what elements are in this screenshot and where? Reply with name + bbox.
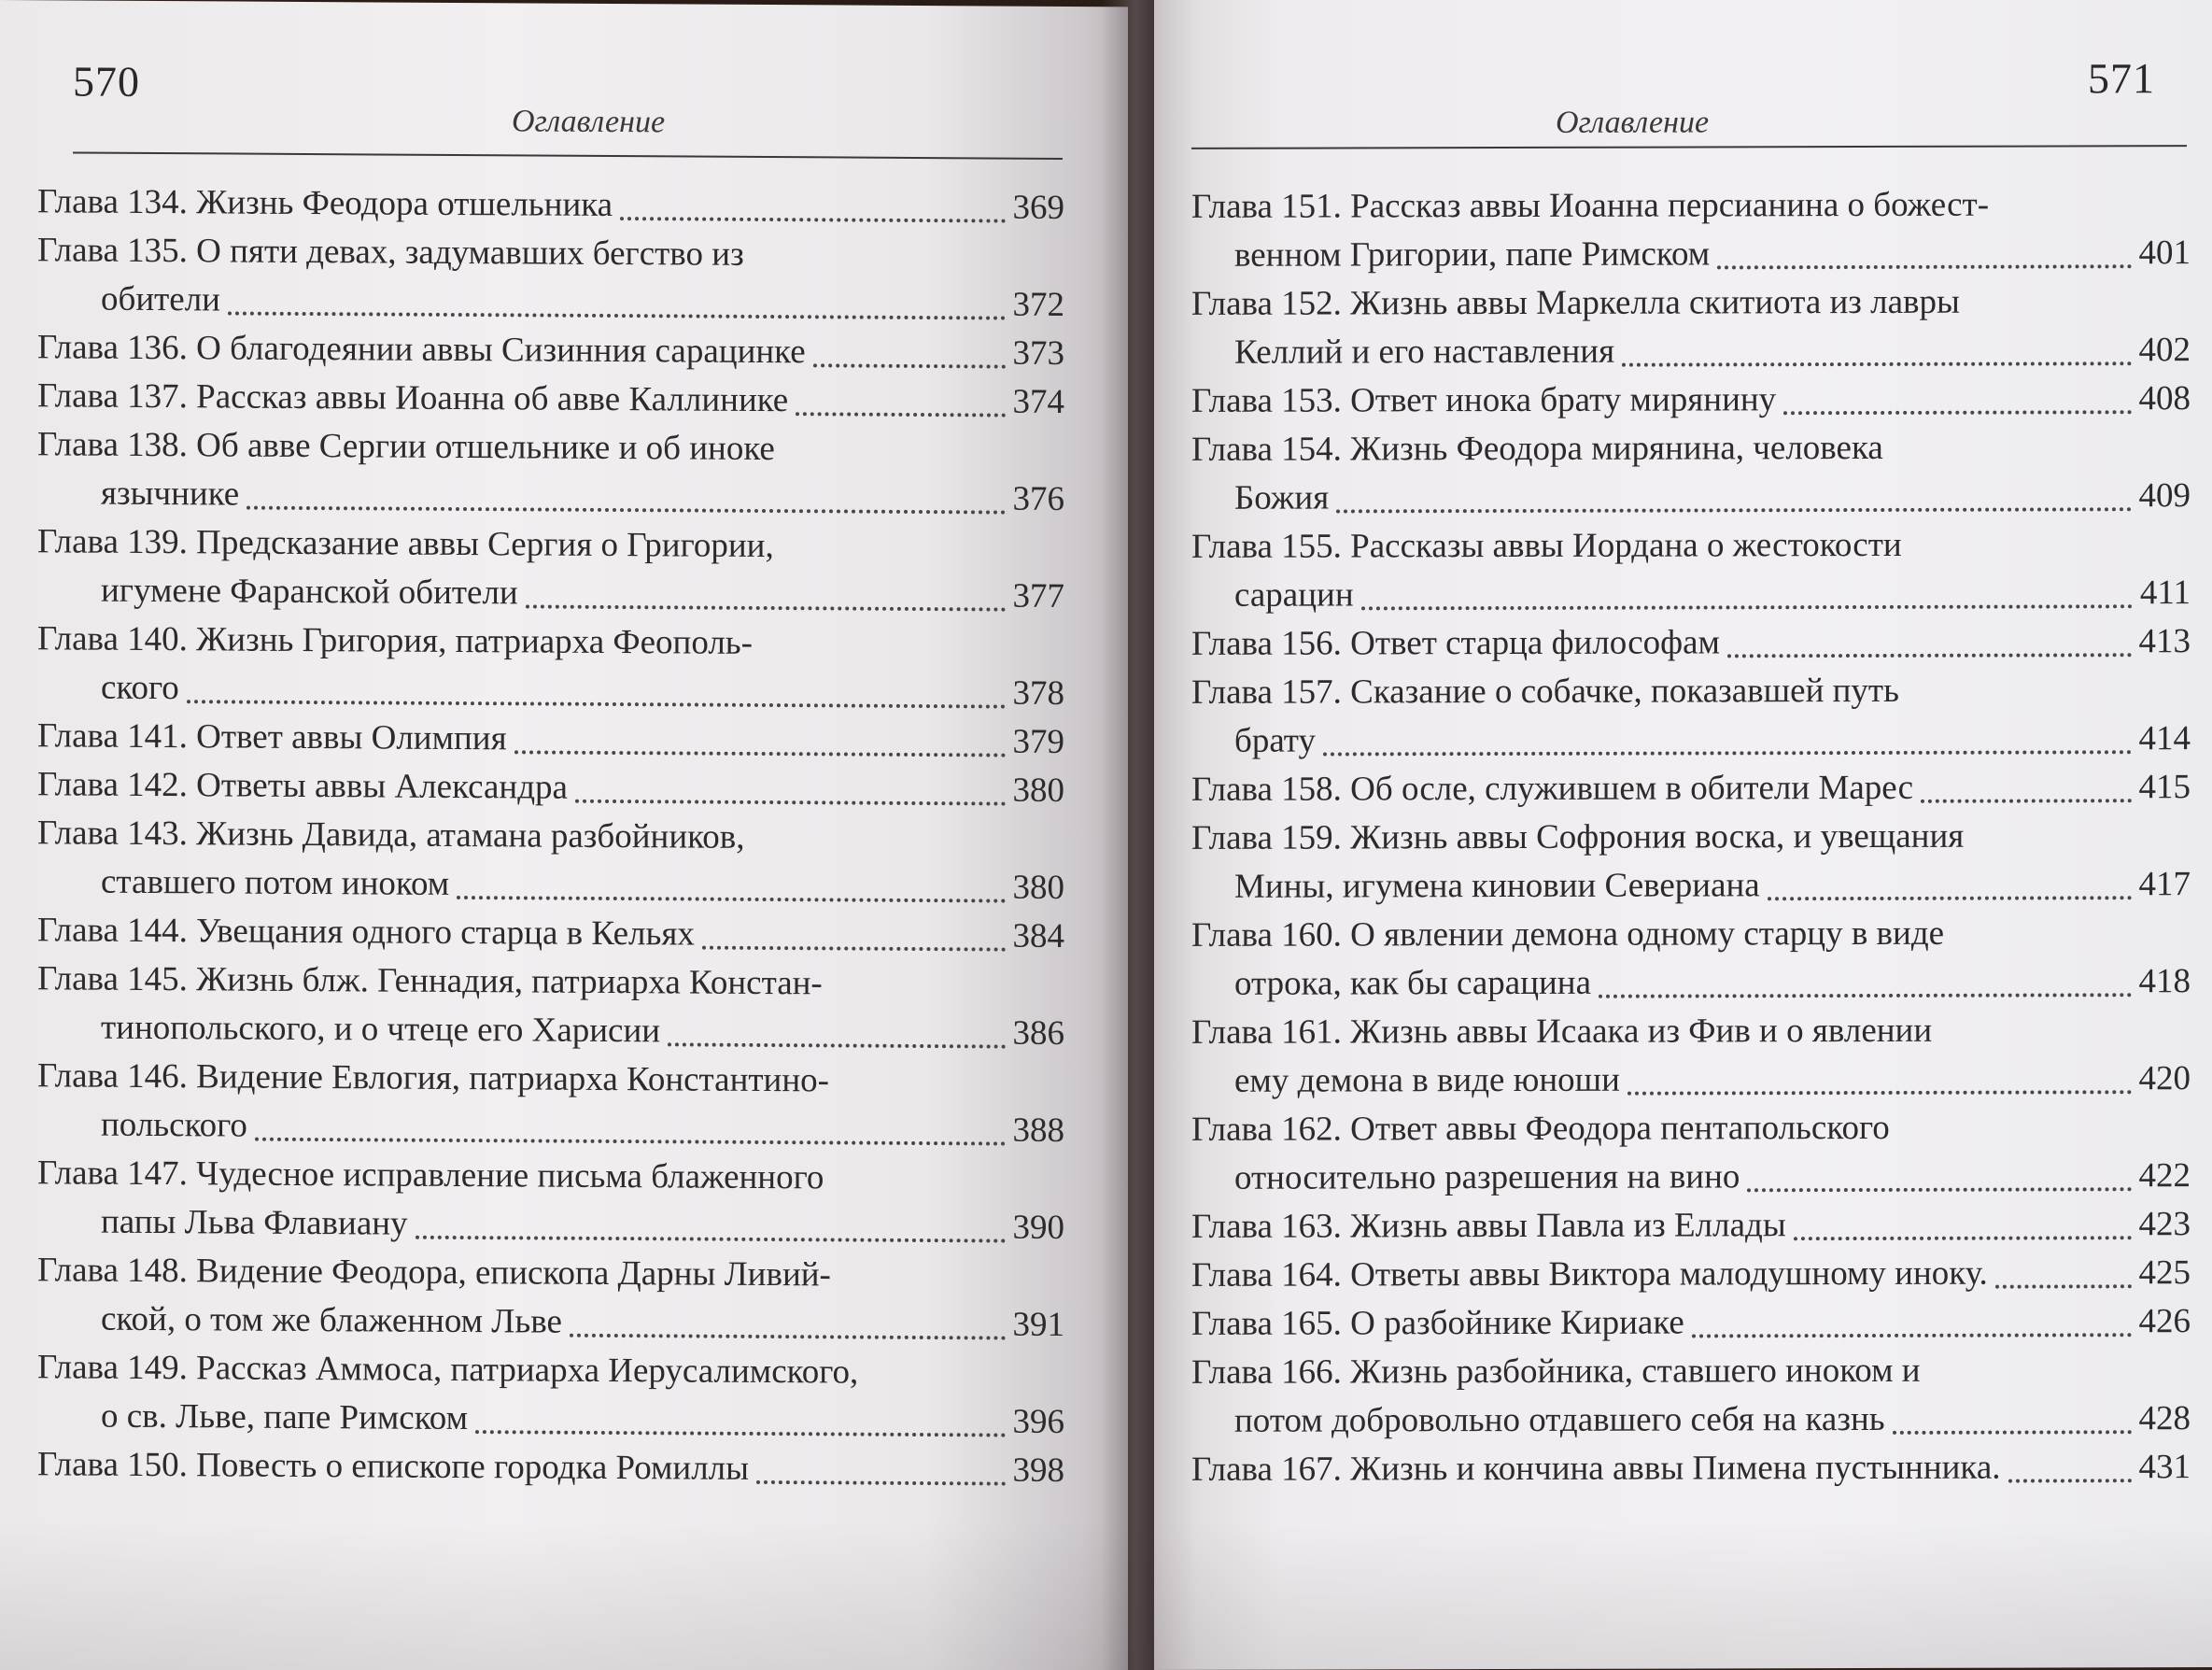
toc-entry-line xyxy=(1191,1006,2191,1057)
toc-page-number: 418 xyxy=(2138,962,2191,1001)
toc-entry-line xyxy=(1191,1394,2191,1446)
toc-entry-title: тинопольского, и о чтеце его Харисии xyxy=(101,1008,661,1051)
toc-entry-line xyxy=(1191,1103,2191,1154)
left-running-head: Оглавление xyxy=(512,104,666,140)
toc-entry-title: Глава 152. Жизнь аввы Маркелла скитиота из лавры xyxy=(1191,282,1960,323)
toc-entry-title: ставшего потом иноком xyxy=(101,862,450,903)
toc-entry-title: брату xyxy=(1234,721,1316,760)
toc-entry-title: Глава 141. Ответ аввы Олимпия xyxy=(37,716,507,758)
toc-leader-dots xyxy=(1622,361,2131,366)
toc-page-number: 398 xyxy=(1012,1451,1064,1490)
toc-entry-line xyxy=(37,469,1064,524)
toc-entry-title: Глава 144. Увещания одного старца в Кельях xyxy=(37,911,695,954)
toc-entry-title: Глава 158. Об осле, служившем в обители Марес xyxy=(1191,768,1914,809)
toc-page-number: 415 xyxy=(2138,768,2191,807)
right-running-head: Оглавление xyxy=(1556,105,1710,140)
toc-entry-title: обители xyxy=(101,279,220,319)
left-header-rule xyxy=(73,151,1063,159)
toc-entry-title: Глава 148. Видение Феодора, епископа Дарны Ливий- xyxy=(37,1251,831,1295)
toc-entry-line xyxy=(37,323,1064,378)
toc-leader-dots xyxy=(1747,1187,2131,1192)
toc-entry-title: Глава 160. О явлении демона одному старцу в виде xyxy=(1191,913,1945,955)
toc-entry-line xyxy=(37,566,1064,621)
toc-leader-dots xyxy=(1893,1430,2132,1435)
toc-entry-title: Глава 162. Ответ аввы Феодора пентапольского xyxy=(1191,1108,1890,1149)
toc-entry-line xyxy=(1191,569,2191,620)
toc-entry-title: относительно разрешения на вино xyxy=(1234,1157,1740,1197)
toc-entry-line xyxy=(1191,860,2191,912)
toc-entry-line xyxy=(37,1149,1064,1204)
toc-entry-line xyxy=(1191,1152,2191,1203)
toc-page-number: 391 xyxy=(1012,1305,1064,1344)
toc-entry-line xyxy=(37,226,1064,281)
toc-entry-title: Глава 161. Жизнь аввы Исаака из Фив и о явлении xyxy=(1191,1011,1933,1052)
toc-entry-line xyxy=(37,809,1064,864)
toc-page-number: 417 xyxy=(2138,865,2191,904)
toc-leader-dots xyxy=(1323,750,2132,756)
right-header-rule xyxy=(1191,145,2187,149)
toc-entry-title: Глава 165. О разбойнике Кириаке xyxy=(1191,1303,1684,1343)
toc-leader-dots xyxy=(187,700,1006,708)
toc-entry-line xyxy=(1191,957,2191,1009)
toc-entry-title: Божия xyxy=(1234,478,1330,517)
toc-entry-title: Келлий и его наставления xyxy=(1234,332,1615,372)
toc-entry-line xyxy=(37,663,1064,718)
toc-entry-line xyxy=(37,420,1064,475)
toc-entry-title: Глава 140. Жизнь Григория, патриарха Феополь- xyxy=(37,619,753,662)
toc-leader-dots xyxy=(1921,799,2131,803)
toc-entry-line xyxy=(37,1295,1064,1350)
toc-entry-title: о св. Льве, папе Римском xyxy=(101,1396,469,1438)
toc-leader-dots xyxy=(475,1430,1005,1436)
toc-entry-line xyxy=(37,1343,1064,1398)
toc-entry-line xyxy=(1191,1346,2191,1397)
toc-leader-dots xyxy=(813,363,1006,368)
toc-leader-dots xyxy=(796,412,1005,417)
toc-leader-dots xyxy=(1627,1090,2132,1095)
toc-entry-title: Глава 139. Предсказание аввы Сергия о Григории, xyxy=(37,522,774,566)
toc-page-number: 373 xyxy=(1012,333,1064,373)
toc-entry-line xyxy=(1191,715,2191,766)
toc-page-number: 372 xyxy=(1012,285,1064,324)
toc-leader-dots xyxy=(2008,1479,2132,1482)
toc-entry-line xyxy=(1191,909,2191,960)
toc-entry-line xyxy=(37,1392,1064,1447)
toc-entry-title: Глава 151. Рассказ аввы Иоанна персианина о божест- xyxy=(1191,185,1990,226)
toc-page-number: 386 xyxy=(1012,1013,1064,1053)
toc-page-number: 396 xyxy=(1012,1402,1064,1441)
toc-entry-line xyxy=(37,955,1064,1010)
toc-entry-line xyxy=(37,177,1064,233)
toc-entry-title: Глава 153. Ответ инока брату мирянину xyxy=(1191,380,1777,420)
toc-entry-line xyxy=(1191,520,2191,572)
toc-page-number: 414 xyxy=(2138,719,2191,758)
toc-entry-title: венном Григории, папе Римском xyxy=(1234,234,1711,275)
toc-leader-dots xyxy=(668,1042,1005,1048)
toc-page-number: 369 xyxy=(1012,188,1064,227)
toc-entry-title: Глава 156. Ответ старца философам xyxy=(1191,623,1720,663)
toc-page-number: 379 xyxy=(1012,722,1064,761)
toc-leader-dots xyxy=(247,506,1005,515)
toc-entry-title: язычнике xyxy=(101,474,240,514)
toc-entry-title: Глава 134. Жизнь Феодора отшельника xyxy=(37,182,613,225)
toc-entry-title: Глава 138. Об авве Сергии отшельнике и об иноке xyxy=(37,425,775,469)
toc-entry-line xyxy=(37,517,1064,573)
toc-entry-title: Глава 157. Сказание о собачке, показавшей путь xyxy=(1191,671,1899,712)
toc-entry-title: Глава 137. Рассказ аввы Иоанна об авве Каллинике xyxy=(37,376,789,420)
toc-entry-line xyxy=(1191,375,2191,426)
toc-entry-line xyxy=(1191,229,2191,280)
toc-leader-dots xyxy=(1794,1236,2132,1240)
toc-page-number: 402 xyxy=(2138,331,2191,370)
toc-entry-line xyxy=(37,1197,1064,1252)
toc-entry-line xyxy=(37,712,1064,767)
toc-entry-title: ской, о том же блаженном Льве xyxy=(101,1299,562,1341)
toc-entry-title: сарацин xyxy=(1234,575,1354,615)
right-toc-list xyxy=(1191,180,2191,1494)
toc-leader-dots xyxy=(255,1138,1006,1146)
toc-page-number: 388 xyxy=(1012,1111,1064,1150)
toc-leader-dots xyxy=(1336,507,2131,513)
toc-entry-title: Глава 142. Ответы аввы Александра xyxy=(37,765,568,807)
toc-leader-dots xyxy=(526,604,1006,611)
toc-entry-line xyxy=(1191,423,2191,474)
toc-leader-dots xyxy=(1717,264,2131,269)
toc-page-number: 401 xyxy=(2138,234,2191,273)
toc-entry-title: Глава 167. Жизнь и кончина аввы Пимена пустынника. xyxy=(1191,1448,2001,1489)
toc-entry-title: польского xyxy=(101,1105,247,1145)
toc-entry-line xyxy=(37,615,1064,670)
toc-entry-title: Глава 147. Чудесное исправление письма блаженного xyxy=(37,1153,824,1197)
toc-entry-line xyxy=(1191,326,2191,377)
toc-entry-title: Глава 145. Жизнь блж. Геннадия, патриарха Констан- xyxy=(37,959,823,1003)
toc-entry-line xyxy=(1191,617,2191,669)
left-page-number: 570 xyxy=(73,57,140,106)
toc-page-number: 380 xyxy=(1012,771,1064,810)
toc-leader-dots xyxy=(702,946,1006,952)
toc-entry-title: Мины, игумена киновии Севериана xyxy=(1234,866,1760,906)
toc-leader-dots xyxy=(1768,896,2132,900)
toc-page-number: 426 xyxy=(2138,1302,2191,1341)
toc-entry-line xyxy=(1191,666,2191,717)
toc-leader-dots xyxy=(620,217,1005,223)
toc-leader-dots xyxy=(570,1334,1006,1340)
toc-leader-dots xyxy=(756,1480,1005,1486)
toc-page-number: 422 xyxy=(2138,1156,2191,1196)
toc-page-number: 380 xyxy=(1012,868,1064,907)
toc-entry-line xyxy=(1191,1200,2191,1252)
toc-leader-dots xyxy=(1995,1284,2132,1288)
toc-entry-title: ему демона в виде юноши xyxy=(1234,1060,1620,1100)
toc-entry-title: Глава 166. Жизнь разбойника, ставшего иноком и xyxy=(1191,1351,1921,1392)
toc-entry-title: игумене Фаранской обители xyxy=(101,571,518,613)
toc-page-number: 431 xyxy=(2138,1448,2191,1487)
toc-leader-dots xyxy=(575,800,1006,806)
toc-entry-line xyxy=(1191,1054,2191,1106)
toc-entry-title: Глава 136. О благодеянии аввы Сизинния сарацинке xyxy=(37,328,806,372)
toc-page-number: 384 xyxy=(1012,916,1064,955)
toc-entry-title: Глава 150. Повесть о епископе городка Ромиллы xyxy=(37,1445,750,1488)
left-toc-list xyxy=(37,177,1064,1495)
toc-entry-line xyxy=(37,1100,1064,1155)
right-page xyxy=(1154,0,2212,1670)
toc-entry-line xyxy=(37,1440,1064,1495)
toc-entry-line xyxy=(1191,180,2191,232)
toc-entry-title: Глава 143. Жизнь Давида, атамана разбойников, xyxy=(37,814,745,856)
toc-entry-title: отрока, как бы сарацина xyxy=(1234,963,1592,1003)
toc-entry-line xyxy=(37,906,1064,961)
toc-entry-line xyxy=(1191,1297,2191,1349)
toc-entry-line xyxy=(37,275,1064,330)
toc-page-number: 408 xyxy=(2138,379,2191,418)
toc-page-number: 428 xyxy=(2138,1399,2191,1438)
toc-entry-title: Глава 135. О пяти девах, задумавших бегство из xyxy=(37,231,744,274)
toc-entry-line xyxy=(1191,472,2191,523)
toc-page-number: 377 xyxy=(1012,576,1064,616)
right-page-number: 571 xyxy=(2088,54,2155,103)
toc-leader-dots xyxy=(228,311,1006,319)
toc-entry-line xyxy=(1191,1249,2191,1300)
toc-entry-line xyxy=(1191,277,2191,329)
toc-entry-title: Глава 146. Видение Евлогия, патриарха Константино- xyxy=(37,1056,829,1100)
toc-page-number: 420 xyxy=(2138,1059,2191,1098)
toc-page-number: 425 xyxy=(2138,1253,2191,1293)
toc-entry-line xyxy=(37,1052,1064,1107)
toc-leader-dots xyxy=(514,750,1006,757)
toc-entry-title: Глава 155. Рассказы аввы Иордана о жестокости xyxy=(1191,525,1902,566)
toc-entry-line xyxy=(37,1246,1064,1301)
toc-entry-line xyxy=(37,857,1064,913)
toc-page-number: 411 xyxy=(2139,573,2191,613)
toc-page-number: 376 xyxy=(1012,479,1064,518)
toc-entry-title: Глава 164. Ответы аввы Виктора малодушному иноку. xyxy=(1191,1253,1988,1295)
toc-entry-title: ского xyxy=(101,668,179,708)
toc-entry-line xyxy=(1191,763,2191,814)
toc-entry-line xyxy=(1191,812,2191,863)
toc-entry-title: Глава 149. Рассказ Аммоса, патриарха Иерусалимского, xyxy=(37,1348,859,1392)
toc-leader-dots xyxy=(416,1236,1006,1243)
toc-entry-line xyxy=(37,1003,1064,1058)
toc-leader-dots xyxy=(1361,604,2133,610)
toc-leader-dots xyxy=(457,896,1005,903)
toc-page-number: 423 xyxy=(2138,1205,2191,1244)
toc-page-number: 378 xyxy=(1012,673,1064,713)
toc-page-number: 390 xyxy=(1012,1208,1064,1247)
toc-entry-line xyxy=(37,760,1064,815)
toc-leader-dots xyxy=(1692,1333,2132,1337)
toc-entry-title: папы Льва Флавиану xyxy=(101,1202,408,1243)
toc-entry-title: потом добровольно отдавшего себя на казнь xyxy=(1234,1399,1885,1440)
toc-entry-title: Глава 159. Жизнь аввы Софрония воска, и увещания xyxy=(1191,816,1965,857)
toc-leader-dots xyxy=(1727,653,2132,658)
toc-entry-title: Глава 163. Жизнь аввы Павла из Еллады xyxy=(1191,1206,1786,1246)
toc-page-number: 374 xyxy=(1012,382,1064,421)
toc-entry-line xyxy=(1191,1443,2191,1494)
toc-leader-dots xyxy=(1599,993,2131,998)
toc-entry-title: Глава 154. Жизнь Феодора мирянина, человека xyxy=(1191,428,1883,469)
toc-entry-line xyxy=(37,372,1064,427)
toc-leader-dots xyxy=(1783,410,2131,415)
toc-page-number: 409 xyxy=(2138,476,2191,516)
toc-page-number: 413 xyxy=(2138,622,2191,661)
